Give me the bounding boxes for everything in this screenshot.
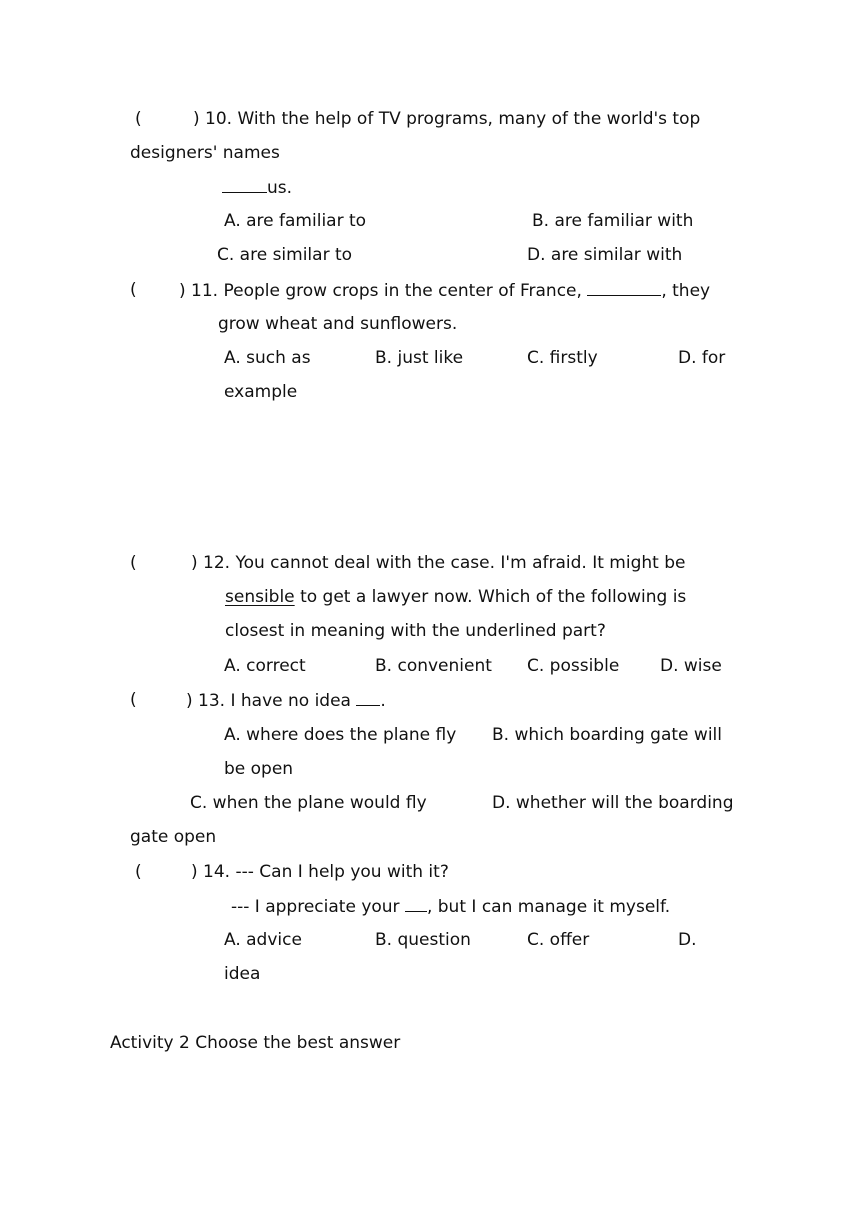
q10-answer-paren-open: ( — [135, 109, 142, 129]
q12-answer-paren-open: ( — [130, 553, 137, 573]
q14-stem-line1: ) 14. --- Can I help you with it? — [191, 862, 449, 882]
q14-option-d: D. — [678, 930, 697, 950]
q10-stem-line1: ) 10. With the help of TV programs, many of the world's top — [193, 109, 701, 129]
q11-answer-paren-open: ( — [130, 280, 137, 300]
q11-option-b: B. just like — [375, 348, 464, 368]
q11-stem-line2: grow wheat and sunflowers. — [218, 314, 458, 334]
q10-stem-line2: designers' names — [130, 143, 280, 163]
q12-option-d: D. wise — [660, 656, 722, 676]
q10-blank — [222, 176, 267, 193]
q13-answer-paren-open: ( — [130, 690, 137, 710]
q11-option-a: A. such as — [224, 348, 311, 368]
q12-option-a: A. correct — [224, 656, 306, 676]
q11-option-d: D. for — [678, 348, 726, 368]
q13-option-a: A. where does the plane fly — [224, 725, 457, 745]
q13-option-d-cont: gate open — [130, 827, 217, 847]
q14-answer-paren-open: ( — [135, 862, 142, 882]
q13-stem — [186, 689, 386, 711]
q12-underlined-word: sensible — [225, 587, 295, 607]
q14-stem-line2-after: , but I can manage it myself. — [426, 897, 671, 917]
q14-blank — [405, 895, 427, 912]
q10-option-c: C. are similar to — [217, 245, 353, 265]
q10-option-b: B. are familiar with — [532, 211, 694, 231]
q11-blank — [587, 279, 661, 296]
q14-stem-line2-before: --- I appreciate your — [231, 897, 400, 917]
q11-stem-line1-before: ) 11. People grow crops in the center of France, — [179, 281, 582, 301]
q13-option-b-cont: be open — [224, 759, 294, 779]
q13-option-c: C. when the plane would fly — [190, 793, 427, 813]
q12-stem-line1: ) 12. You cannot deal with the case. I'm afraid. It might be — [191, 553, 686, 573]
q14-option-c: C. offer — [527, 930, 590, 950]
q13-option-d: D. whether will the boarding — [492, 793, 734, 813]
q13-option-b: B. which boarding gate will — [492, 725, 722, 745]
q10-option-a: A. are familiar to — [224, 211, 367, 231]
q10-option-d: D. are similar with — [527, 245, 683, 265]
q12-stem-line3: closest in meaning with the underlined part? — [225, 621, 606, 641]
q14-option-d-cont: idea — [224, 964, 261, 984]
q11-option-d-cont: example — [224, 382, 298, 402]
q13-stem-after: . — [380, 691, 386, 711]
q11-stem-line1 — [179, 279, 710, 301]
q13-blank — [356, 689, 380, 706]
q12-stem-line2 — [225, 586, 686, 608]
q11-stem-line1-after: , they — [661, 281, 711, 301]
activity-heading: Activity 2 Choose the best answer — [110, 1033, 401, 1053]
q14-option-a: A. advice — [224, 930, 302, 950]
q12-option-c: C. possible — [527, 656, 620, 676]
q14-option-b: B. question — [375, 930, 471, 950]
q10-stem-line3-text: us. — [267, 178, 293, 198]
q10-stem-line3 — [222, 176, 292, 198]
q14-stem-line2 — [231, 895, 670, 917]
q12-option-b: B. convenient — [375, 656, 492, 676]
q11-option-c: C. firstly — [527, 348, 598, 368]
q12-stem-line2-rest: to get a lawyer now. Which of the following is — [300, 587, 687, 607]
q13-stem-before: ) 13. I have no idea — [186, 691, 351, 711]
